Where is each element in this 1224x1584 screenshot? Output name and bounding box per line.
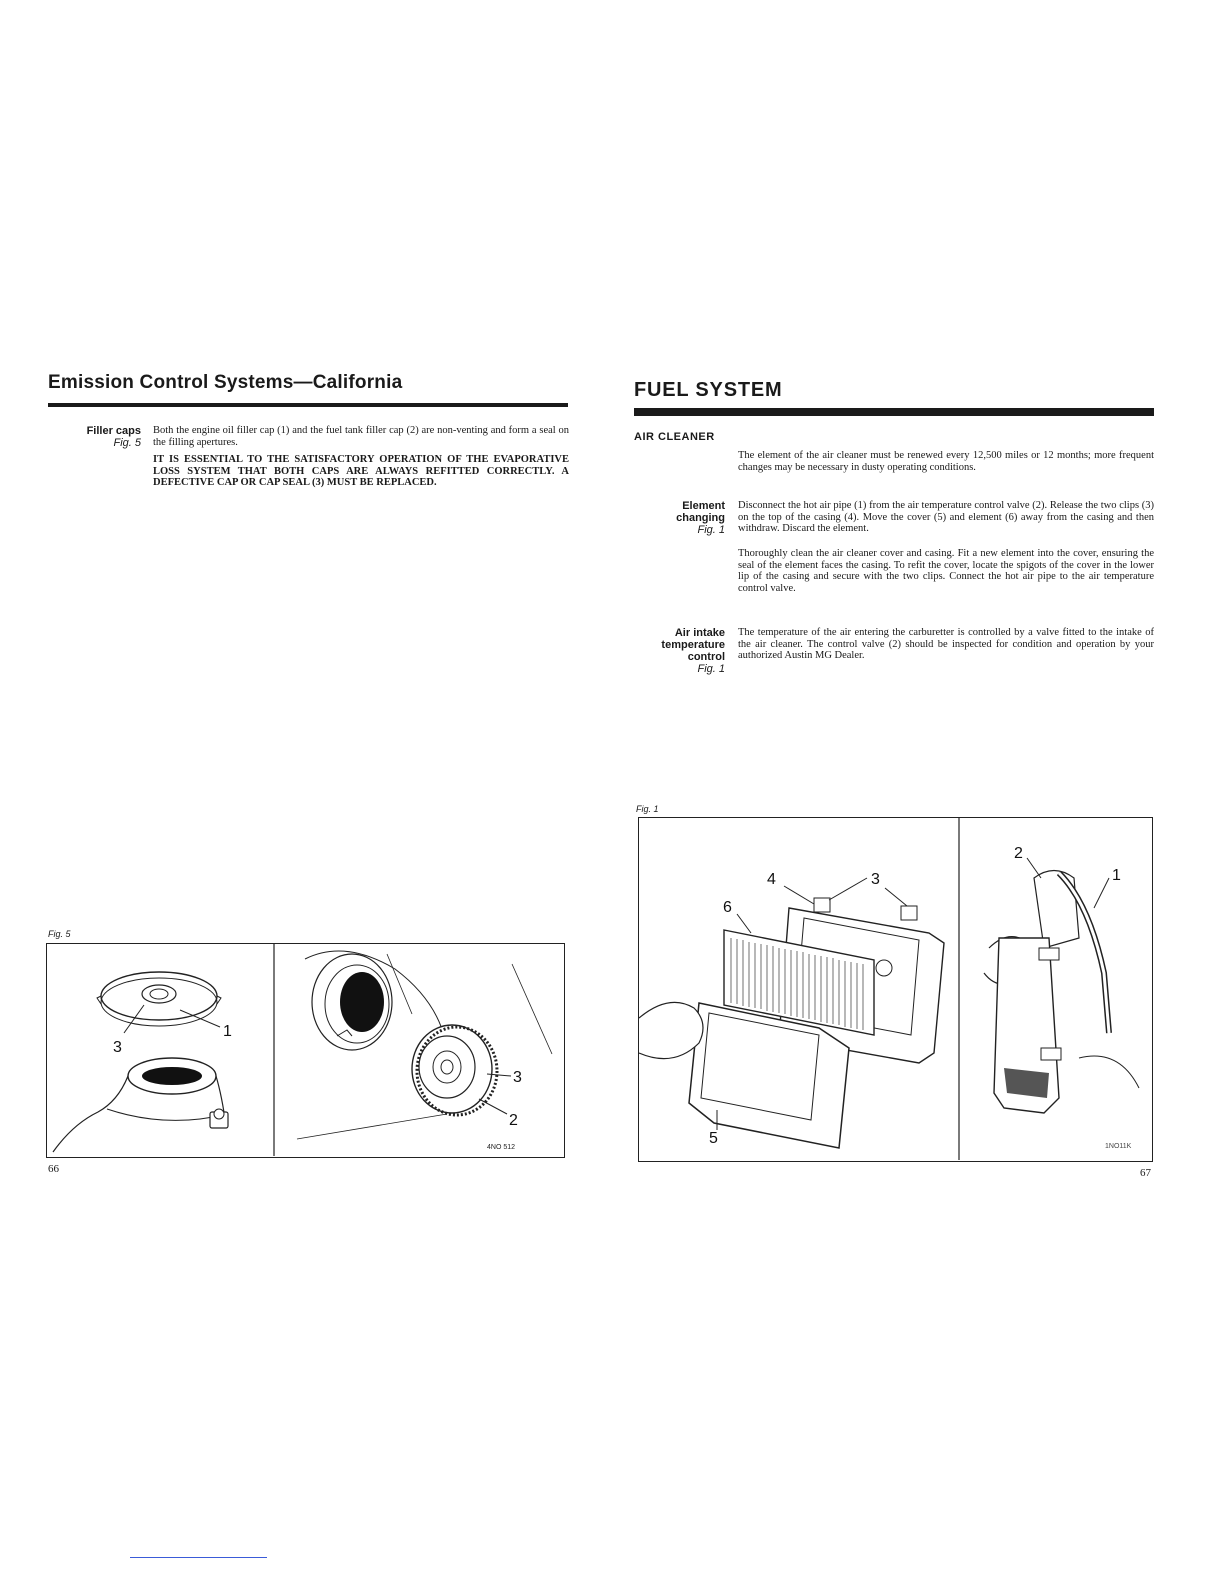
fig5-code: 4NO 512 — [487, 1144, 516, 1151]
element-changing-para1: Disconnect the hot air pipe (1) from the air temperature control valve (2). Release the two clips (3) on the top of the casing (4). Move the cover (5) and element (6) away from the casing and then withdraw. Discard the element. — [738, 500, 1154, 534]
bottom-link-underline — [130, 1557, 267, 1558]
fig1-callout-2: 2 — [1014, 845, 1023, 862]
air-intake-sidehead — [629, 627, 725, 675]
air-intake-text: The temperature of the air entering the carburetter is controlled by a valve fitted to the intake of the air cleaner. The control valve (2) should be inspected for condition and operation by your authorized Austin MG Dealer. — [738, 627, 1154, 661]
fig5-label: Fig. 5 — [48, 929, 71, 939]
air-cleaner-intro: The element of the air cleaner must be renewed every 12,500 miles or 12 months; more frequent changes may be necessary in dusty operating conditions. — [738, 450, 1154, 473]
element-changing-heading-1: Element — [682, 500, 725, 512]
fig1-label: Fig. 1 — [636, 804, 659, 814]
fig1-drawing — [639, 818, 1151, 1160]
filler-caps-warning: IT IS ESSENTIAL TO THE SATISFACTORY OPERATION OF THE EVAPORATIVE LOSS SYSTEM THAT BOTH CAPS ARE ALWAYS REFITTED CORRECTLY. A DEFECTIVE CAP OR CAP SEAL (3) MUST BE REPLACED. — [153, 454, 569, 488]
fig5-illustration — [46, 943, 565, 1158]
right-page-number: 67 — [1140, 1167, 1151, 1179]
air-cleaner-heading: AIR CLEANER — [634, 431, 715, 443]
fig1-callout-1: 1 — [1112, 867, 1121, 884]
element-changing-sidehead — [629, 500, 725, 536]
air-intake-heading-1: Air intake — [674, 627, 725, 639]
fig5-drawing — [47, 944, 563, 1156]
filler-caps-fig-ref: Fig. 5 — [113, 437, 141, 449]
fig5-callout-3b: 3 — [513, 1069, 522, 1086]
left-page-title: Emission Control Systems—California — [48, 372, 403, 393]
fig5-callout-1: 1 — [223, 1023, 232, 1040]
fig1-code: 1NO11K — [1105, 1143, 1132, 1150]
element-changing-heading-2: changing — [676, 512, 725, 524]
fig1-callout-4: 4 — [767, 871, 776, 888]
fig5-callout-3a: 3 — [113, 1039, 122, 1056]
fig5-callout-2: 2 — [509, 1112, 518, 1129]
air-intake-heading-3: control — [687, 651, 725, 663]
right-title-rule — [634, 408, 1154, 416]
filler-caps-heading: Filler caps — [86, 425, 141, 437]
filler-caps-sidehead — [45, 425, 141, 449]
fig1-callout-5: 5 — [709, 1130, 718, 1147]
left-page-number: 66 — [48, 1163, 59, 1175]
element-changing-fig-ref: Fig. 1 — [697, 524, 725, 536]
left-title-rule — [48, 403, 568, 407]
air-intake-fig-ref: Fig. 1 — [697, 663, 725, 675]
filler-caps-text: Both the engine oil filler cap (1) and the fuel tank filler cap (2) are non-venting and form a seal on the filling apertures. — [153, 425, 569, 448]
right-page-title: FUEL SYSTEM — [634, 379, 783, 401]
element-changing-para2: Thoroughly clean the air cleaner cover and casing. Fit a new element into the cover, ensuring the seal of the element faces the casing. To refit the cover, locate the spigots of the cover in the lower lip of the casing and secure with the two clips. Connect the hot air pipe to the air temperature control valve. — [738, 548, 1154, 594]
air-intake-heading-2: temperature — [661, 639, 725, 651]
fig1-illustration — [638, 817, 1153, 1162]
fig1-callout-6: 6 — [723, 899, 732, 916]
fig1-callout-3: 3 — [871, 871, 880, 888]
